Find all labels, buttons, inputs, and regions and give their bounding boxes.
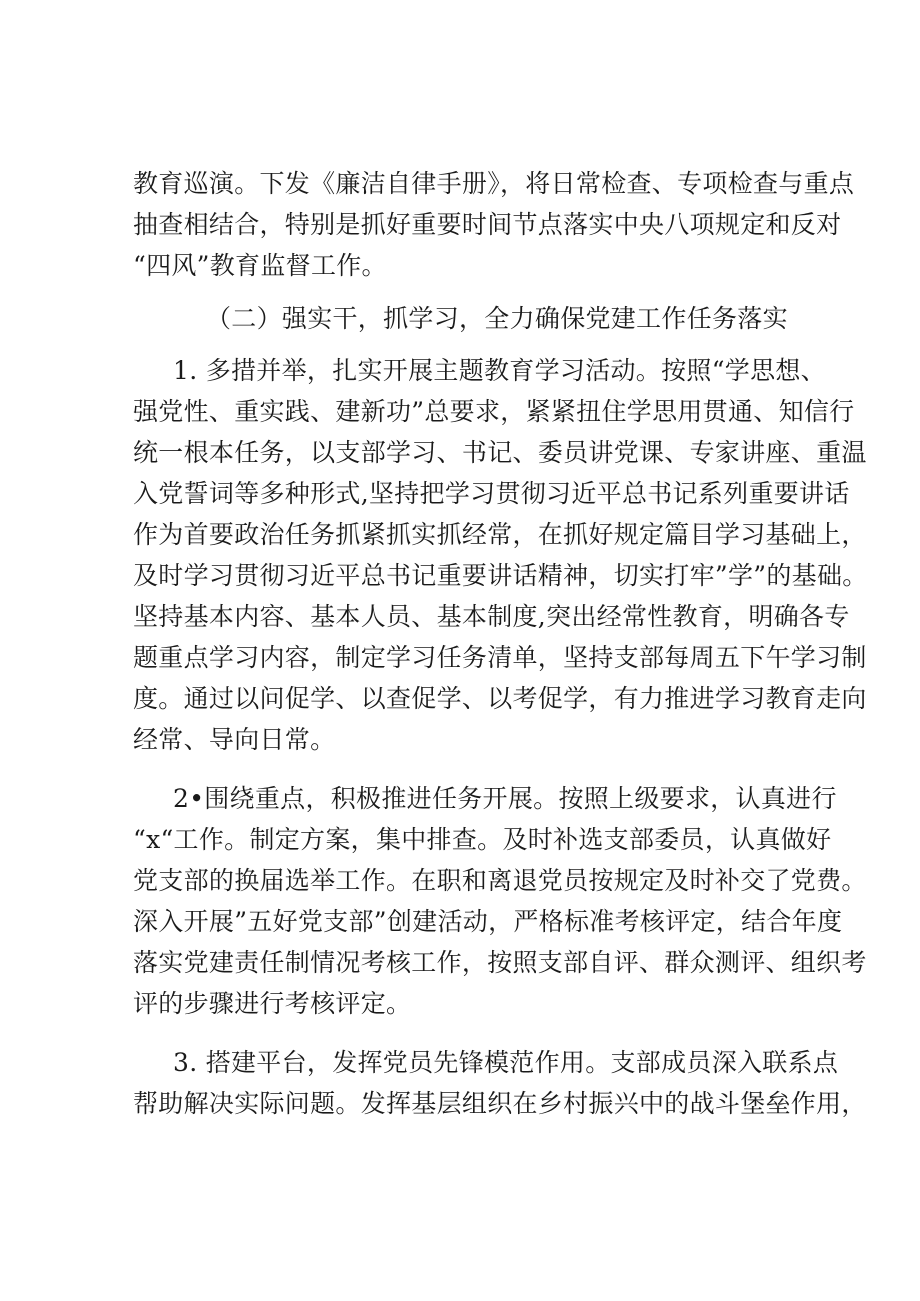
paragraph-line: 题重点学习内容，制定学习任务清单，坚持支部每周五下午学习制 [133,643,867,672]
paragraph-line: 统一根本任务，以支部学习、书记、委员讲党课、专家讲座、重温 [133,438,867,467]
paragraph-line: 深入开展”五好党支部”创建活动，严格标准考核评定，结合年度 [133,907,843,936]
paragraph-line: 落实党建责任制情况考核工作，按照支部自评、群众测评、组织考 [133,948,867,977]
paragraph-line: 度。通过以问促学、以查促学、以考促学，有力推进学习教育走向 [133,684,867,713]
paragraph-line: “x“工作。制定方案，集中排查。及时补选支部委员，认真做好 [133,825,832,854]
paragraph-line: 3. 搭建平台，发挥党员先锋模范作用。支部成员深入联系点 [173,1048,839,1077]
paragraph-line: 1. 多措并举，扎实开展主题教育学习活动。按照“学思想、 [173,356,826,385]
paragraph-line: 强党性、重实践、建新功”总要求，紧紧扭住学思用贯通、知信行 [133,397,855,426]
paragraph-line: 帮助解决实际问题。发挥基层组织在乡村振兴中的战斗堡垒作用， [133,1089,867,1118]
paragraph-line: 及时学习贯彻习近平总书记重要讲话精神，切实打牢”学”的基础。 [133,561,868,590]
paragraph-line: 坚持基本内容、基本人员、基本制度,突出经常性教育，明确各专 [133,602,850,631]
paragraph-line: 2•围绕重点，积极推进任务开展。按照上级要求，认真进行 [173,784,837,813]
paragraph-line: “四风”教育监督工作。 [133,251,387,280]
paragraph-line: 教育巡演。下发《廉洁自律手册》，将日常检查、专项检查与重点 [133,169,855,198]
paragraph-line: 作为首要政治任务抓紧抓实抓经常，在抓好规定篇目学习基础上， [133,520,867,549]
paragraph-line: 党支部的换届选举工作。在职和离退党员按规定及时补交了党费。 [133,866,867,895]
section-heading: （二）强实干，抓学习，全力确保党建工作任务落实 [206,304,788,333]
paragraph-line: 评的步骤进行考核评定。 [133,989,412,1018]
paragraph-line: 经常、导向日常。 [133,725,336,754]
paragraph-line: 入党誓词等多种形式,坚持把学习贯彻习近平总书记系列重要讲话 [133,479,850,508]
paragraph-line: 抽查相结合，特别是抓好重要时间节点落实中央八项规定和反对 [133,210,842,239]
